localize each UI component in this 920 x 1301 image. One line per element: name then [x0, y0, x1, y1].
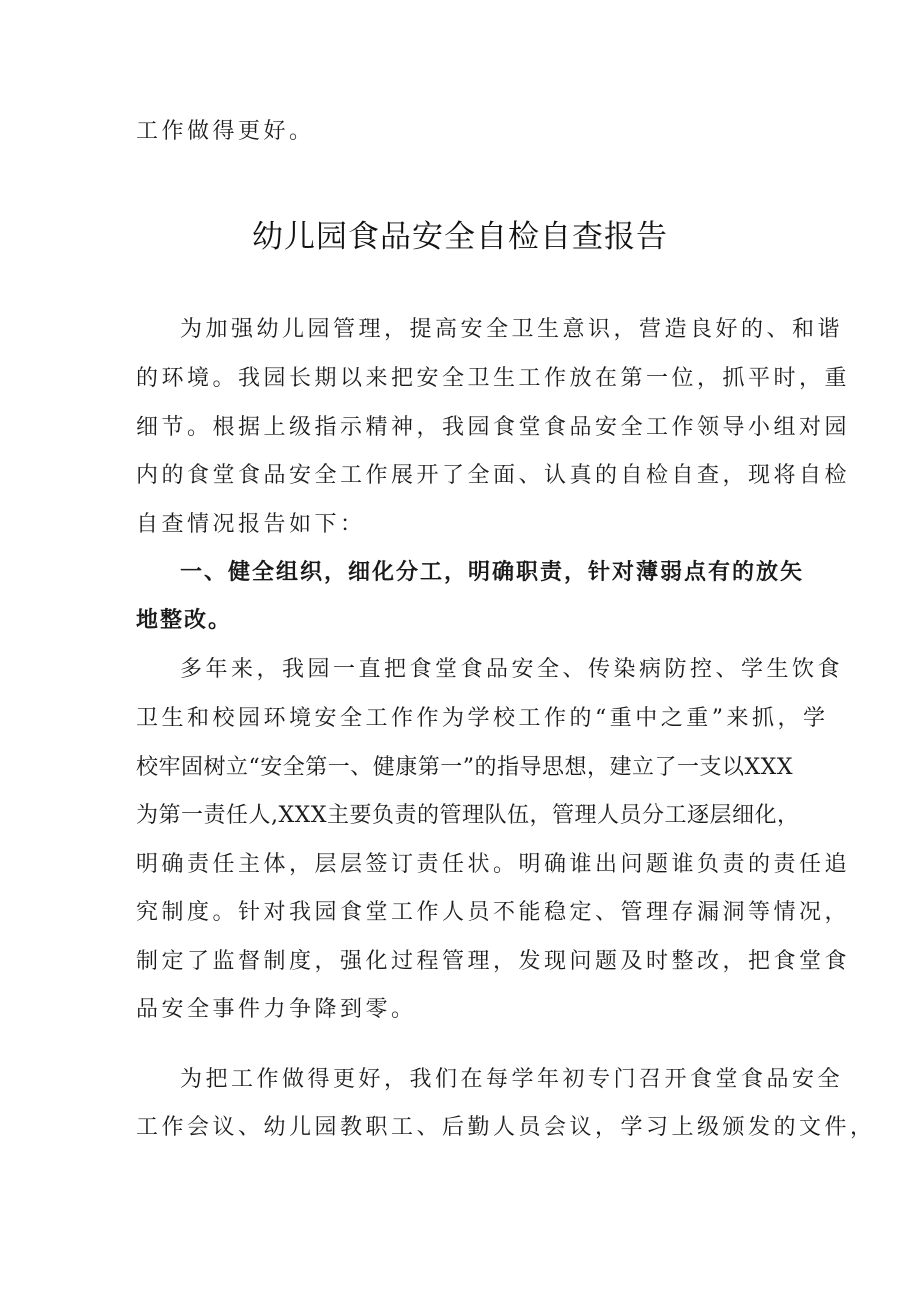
text-line: 的环境。我园长期以来把安全卫生工作放在第一位，抓平时，重: [136, 366, 851, 391]
text-line: 明确责任主体，层层签订责任状。明确谁出问题谁负责的责任追: [136, 852, 851, 877]
text-line: 究制度。针对我园食堂工作人员不能稳定、管理存漏洞等情况，: [136, 900, 851, 925]
text-line: 细节。根据上级指示精神，我园食堂食品安全工作领导小组对园: [136, 415, 851, 440]
heading-line: 一、健全组织，细化分工，明确职责，针对薄弱点有的放矢: [180, 560, 805, 585]
text-line: 制定了监督制度，强化过程管理，发现问题及时整改，把食堂食: [136, 949, 851, 974]
heading-line: 地整改。: [136, 608, 233, 633]
report-title: 幼儿园食品安全自检自查报告: [252, 219, 668, 255]
text-line: 为加强幼儿园管理，提高安全卫生意识，营造良好的、和谐: [180, 317, 844, 342]
text-line: 自查情况报告如下：: [136, 512, 366, 537]
text-line: 卫生和校园环境安全工作作为学校工作的“重中之重”来抓，学: [136, 706, 829, 731]
carryover-line: 工作做得更好。: [136, 119, 315, 144]
text-line: 内的食堂食品安全工作展开了全面、认真的自检自查，现将自检: [136, 463, 851, 488]
text-line: 校牢固树立“安全第一、健康第一”的指导思想，建立了一支以XXX: [136, 755, 793, 780]
text-line: 为把工作做得更好，我们在每学年初专门召开食堂食品安全: [180, 1067, 844, 1092]
text-line: 工作会议、幼儿园教职工、后勤人员会议，学习上级颁发的文件，: [136, 1115, 876, 1140]
text-line: 品安全事件力争降到零。: [136, 997, 417, 1022]
text-line: 多年来，我园一直把食堂食品安全、传染病防控、学生饮食: [180, 657, 844, 682]
text-line: 为第一责任人,XXX主要负责的管理队伍，管理人员分工逐层细化，: [136, 803, 800, 828]
